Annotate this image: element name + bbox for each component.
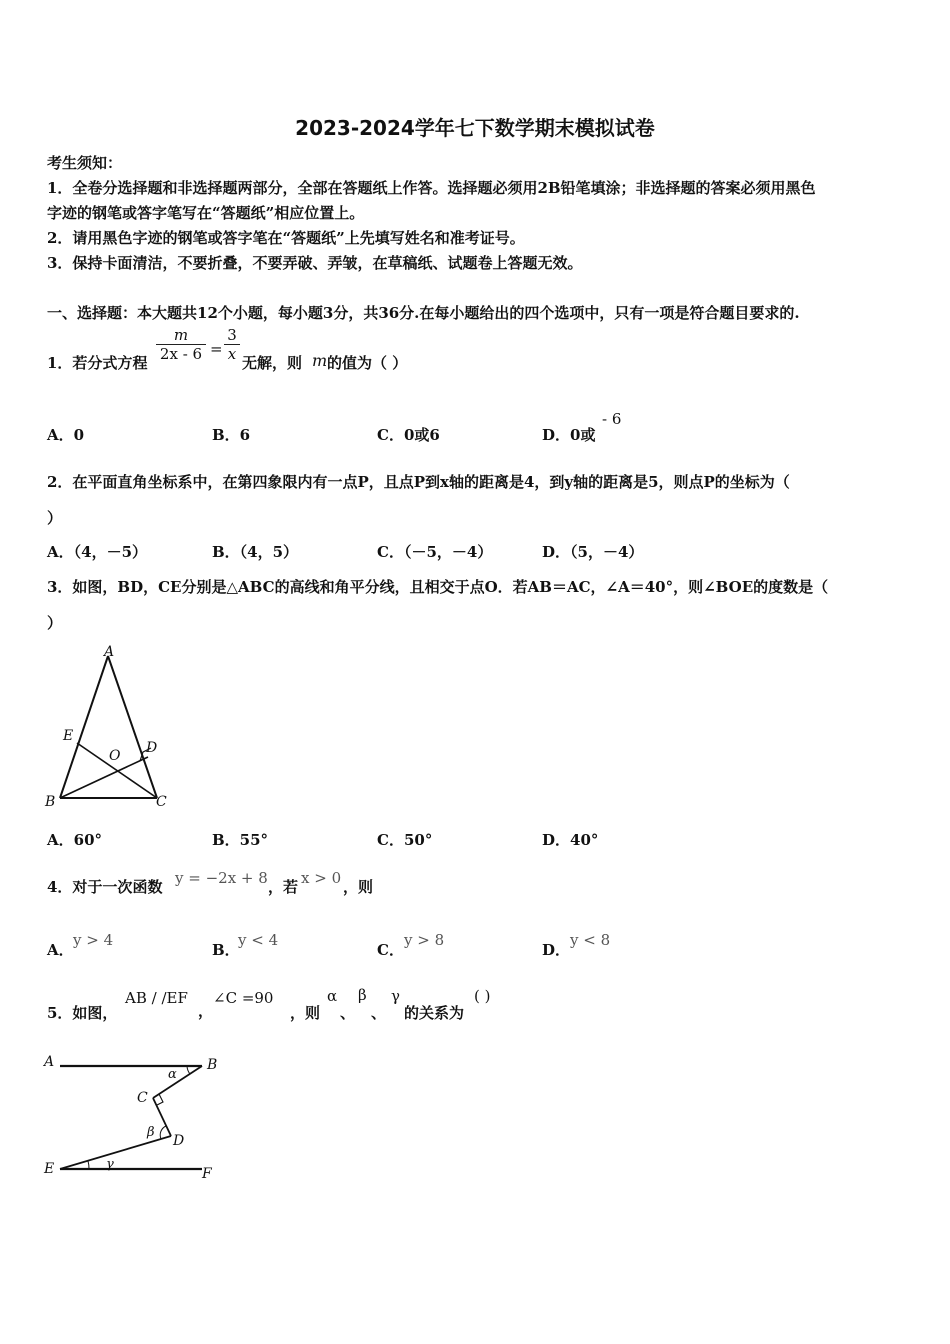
q1-fraction-1 <box>156 326 206 363</box>
q1-option-a[interactable]: A．0 <box>47 426 85 444</box>
q4-mid: ，若 <box>268 878 299 896</box>
angle-arc-alpha <box>187 1066 190 1074</box>
q1-frac2-numerator: 3 <box>227 326 237 344</box>
triangle-figure <box>40 640 180 815</box>
q4-option-d-expr: y < 8 <box>570 931 611 949</box>
q1-option-d-value: - 6 <box>602 410 622 428</box>
q3-option-b[interactable]: B．55° <box>212 831 269 849</box>
q2-option-d[interactable]: D．（5，－4） <box>542 543 644 561</box>
q2-option-b[interactable]: B．（4，5） <box>212 543 299 561</box>
side-ac <box>108 656 157 798</box>
q5-beta: β <box>358 986 367 1004</box>
q3-option-c[interactable]: C．50° <box>377 831 433 849</box>
q3-line-1: 3．如图，BD，CE分别是△ABC的高线和角平分线，且相交于点O．若AB＝AC，∠A＝40°，则∠BOE的度数是（ <box>47 578 829 596</box>
notice-line-1: 1．全卷分选择题和非选择题两部分，全部在答题纸上作答。选择题必须用2B铅笔填涂；非选择题的答案必须用黑色 <box>47 179 816 197</box>
q2-line-2: ） <box>47 509 63 527</box>
label-d: D <box>146 740 158 756</box>
q4-option-c[interactable]: C． <box>377 941 404 959</box>
q4-option-a-expr: y > 4 <box>73 931 114 949</box>
q4-option-a[interactable]: A． <box>47 941 74 959</box>
q4-option-c-expr: y > 8 <box>404 931 445 949</box>
q1-equals: = <box>210 340 223 358</box>
q4-prefix: 4．对于一次函数 <box>47 878 163 896</box>
label-f: F <box>202 1166 212 1182</box>
q5-prefix: 5．如图， <box>47 1004 118 1022</box>
q4-option-b[interactable]: B． <box>212 941 240 959</box>
q3-option-a[interactable]: A．60° <box>47 831 103 849</box>
q5-gamma: γ <box>391 987 400 1005</box>
q4-condition: x > 0 <box>301 869 342 887</box>
side-ab <box>60 656 108 798</box>
label-b: B <box>207 1057 218 1073</box>
segment-cd <box>153 1098 171 1136</box>
label-alpha: α <box>168 1067 177 1082</box>
label-d: D <box>173 1133 185 1149</box>
segment-bc <box>153 1066 202 1098</box>
notice-line-3: 2．请用黑色字迹的钢笔或答字笔在“答题纸”上先填写姓名和准考证号。 <box>47 229 525 247</box>
q1-suffix: 的值为（ ） <box>327 354 408 372</box>
angle-arc-gamma <box>88 1161 89 1169</box>
q3-option-d[interactable]: D．40° <box>542 831 599 849</box>
q5-condition-1: AB / /EF <box>125 989 188 1007</box>
q5-sep: ， <box>198 1002 214 1020</box>
q1-mid: 无解，则 <box>242 354 303 372</box>
segment-de <box>60 1136 171 1169</box>
label-c: C <box>156 794 167 810</box>
q1-prefix: 1．若分式方程 <box>47 354 148 372</box>
notice-line-2: 字迹的钢笔或答字笔写在“答题纸”相应位置上。 <box>47 204 365 222</box>
parallel-lines-figure <box>40 1048 230 1188</box>
q5-dun-1: 、 <box>340 1004 356 1022</box>
q1-frac1-numerator: m <box>173 326 189 344</box>
q1-fraction-2 <box>224 326 240 363</box>
label-a: A <box>44 1054 55 1070</box>
q4-function: y = −2x + 8 <box>175 869 268 887</box>
label-o: O <box>109 748 121 764</box>
q4-suffix: ，则 <box>343 878 374 896</box>
q5-suffix: 的关系为 <box>404 1004 465 1022</box>
q3-line-2: ） <box>47 614 63 632</box>
q5-answer-paren: ( ) <box>474 987 491 1005</box>
q4-option-d[interactable]: D． <box>542 941 571 959</box>
q1-frac2-denominator: x <box>227 345 237 363</box>
q2-option-c[interactable]: C．（－5，－4） <box>377 543 493 561</box>
page-title: 2023-2024学年七下数学期末模拟试卷 <box>295 116 655 140</box>
q5-condition-2: ∠C =90 <box>213 989 274 1007</box>
q5-alpha: α <box>327 987 338 1005</box>
altitude-bd <box>60 757 148 798</box>
label-a: A <box>104 644 115 660</box>
q5-dun-2: 、 <box>371 1004 387 1022</box>
q1-var: m <box>312 351 328 370</box>
q1-option-d[interactable]: D．0或 <box>542 426 596 444</box>
q1-option-c[interactable]: C．0或6 <box>377 426 440 444</box>
label-b: B <box>45 794 56 810</box>
section-heading: 一、选择题：本大题共12个小题，每小题3分，共36分.在每小题给出的四个选项中，只有一项是符合题目要求的. <box>47 304 800 322</box>
label-e: E <box>44 1161 55 1177</box>
label-gamma: γ <box>106 1157 114 1172</box>
q2-option-a[interactable]: A．（4，－5） <box>47 543 148 561</box>
q5-mid: ，则 <box>290 1004 321 1022</box>
q1-option-b[interactable]: B．6 <box>212 426 251 444</box>
q1-frac1-denominator: 2x - 6 <box>159 345 203 363</box>
q4-option-b-expr: y < 4 <box>238 931 279 949</box>
label-c: C <box>137 1090 148 1106</box>
notice-heading: 考生须知： <box>47 154 123 172</box>
label-e: E <box>63 728 74 744</box>
notice-line-4: 3．保持卡面清洁，不要折叠，不要弄破、弄皱，在草稿纸、试题卷上答题无效。 <box>47 254 583 272</box>
q2-line-1: 2．在平面直角坐标系中，在第四象限内有一点P，且点P到x轴的距离是4，到y轴的距离是5，则点P的坐标为（ <box>47 473 790 491</box>
label-beta: β <box>147 1125 155 1140</box>
